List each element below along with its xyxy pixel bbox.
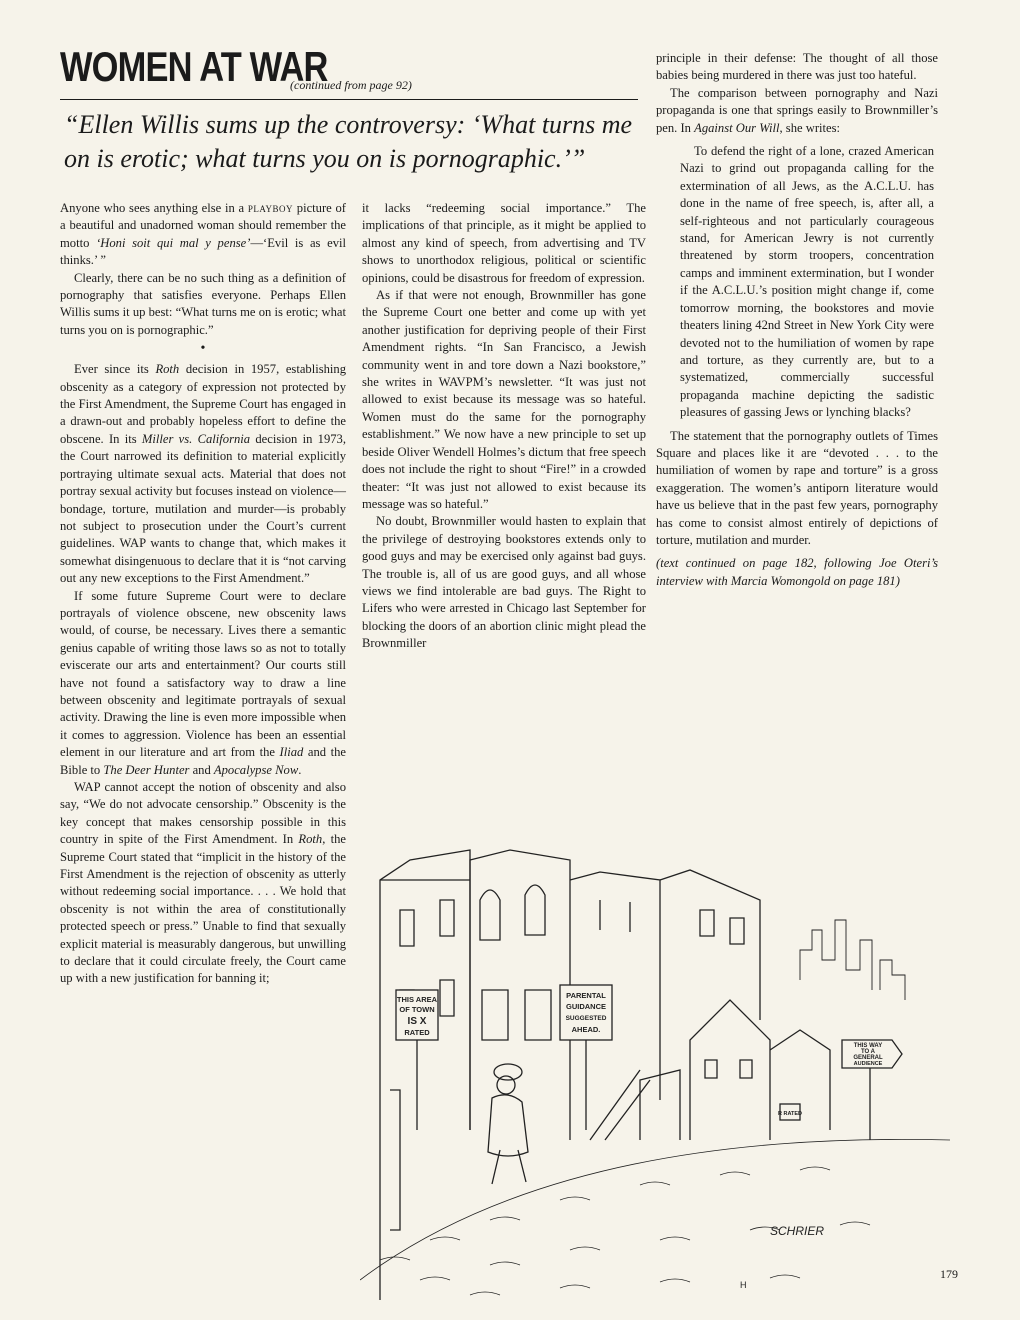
block-quote: To defend the right of a lone, crazed American Nazi to grind out propaganda calling for the extermination of all Jews, as the A.C.L.U. has done in the name of free speech, is, after all, a self-righteous and not particularly courageous stand, for American Jewry is not currently threatened by storm troopers, concentration camps and imminent extermination, but I wonder if the A.C.L.U.’s position might change if, come tomorrow morning, the bookstores and movie theaters lining 42nd Street in New York City were devoted not to the humiliation of women by rape and torture, as they currently are, but to a systematized, commercially successful propaganda machine depicting the sadistic pleasures of gassing Jews or lynching blacks?	[680, 144, 934, 420]
sign-text: RATED	[404, 1028, 430, 1037]
sign-text: PARENTAL	[566, 991, 606, 1000]
sign-text: SUGGESTED	[565, 1015, 607, 1022]
column-1	[60, 200, 346, 988]
artist-signature: SCHRIER	[770, 1224, 825, 1238]
article-title: WOMEN AT WAR	[60, 43, 328, 90]
continued-note: (continued from page 92)	[290, 78, 412, 92]
man-figure	[488, 1064, 528, 1184]
column-2	[362, 200, 646, 653]
sign-text: TO A	[860, 1049, 876, 1055]
cobblestone-street	[360, 1139, 950, 1295]
page-number: 179	[940, 1267, 958, 1281]
sign-text: AUDIENCE	[853, 1061, 883, 1067]
paragraph: WAP cannot accept the notion of obscenity and also say, “We do not advocate censorship.” Obscenity is the key concept that makes censorship possible in this country in spite of the First Amendment. In Roth, the Supreme Court stated that “implicit in the history of the First Amendment is the rejection of obscenity as utterly without redeeming social importance. . . . We hold that obscenity is not within the area of constitutionally protected speech or press.” Unable to find that sexually explicit material is measurably dangerous, but unwilling to declare that it could circulate freely, the Court came up with a new justification for banning it;	[60, 780, 346, 986]
sign-text: OF TOWN	[399, 1005, 435, 1014]
sign-text: AHEAD.	[571, 1025, 601, 1034]
title-rule	[60, 99, 638, 100]
paragraph: The comparison between pornography and Nazi propaganda is one that springs easily to Brownmiller’s pen. In Against Our Will, she writes:	[656, 85, 938, 135]
column-3	[656, 50, 938, 590]
sign-text: GENERAL	[853, 1055, 883, 1061]
paragraph: No doubt, Brownmiller would hasten to explain that the privilege of destroying bookstores extends only to good guys and may be exercised only against bad guys. The trouble is, all of us are good guys, and all whose views we find intolerable are bad guys. The Right to Lifers who were arrested in Chicago last September for blocking the doors of an abortion clinic might plead the Brownmiller	[362, 514, 646, 651]
paragraph: principle in their defense: The thought of all those babies being murdered in there was just too hateful.	[656, 51, 938, 83]
paragraph: If some future Supreme Court were to declare portrayals of violence obscene, new obscenity laws would, of course, be necessary. Lives there a semantic genius capable of writing those laws so as not to totally eviscerate our arts and entertainment? Our courts still have not found a satisfactory way to draw a line between obscenity and legitimate portrayals of sexual activity. Drawing the line is even more impossible when it comes to aggression. Violence has been an essential element in our literature and art from the Iliad and the Bible to The Deer Hunter and Apocalypse Now.	[60, 588, 346, 777]
section-divider: •	[200, 341, 206, 357]
paragraph: Ever since its Roth decision in 1957, establishing obscenity as a category of expression not protected by the First Amendment, the Supreme Court has engaged in a drawn-out and probably hopeless effort to define the obscene. In its Miller vs. California decision in 1973, the Court narrowed its definition to material explicitly portraying ultimate sexual acts. Material that does not portray sexual activity but focuses instead on violence—bondage, torture, mutilation and murder—is probably not subject to prosecution under the Court’s current guidelines. WAP wants to change that, which makes it somewhat disingenuous to declare that it is “not carving out any new exceptions to the First Amendment.”	[60, 362, 347, 586]
building-left	[380, 850, 470, 1300]
paragraph: The statement that the pornography outlets of Times Square and places like it are “devoted . . . to the humiliation of women by rape and torture” is a gross exaggeration. The women’s antiporn literature would have us believe that in the past few years, pornography has come to consist almost entirely of depictions of torture, mutilation and murder.	[656, 428, 938, 547]
paragraph: Anyone who sees anything else in a playboy picture of a beautiful and unadorned woman should remember the motto ‘Honi soit qui mal y pense’—‘Evil is as evil thinks.’ ”	[60, 201, 346, 268]
sign-text: IS X	[407, 1016, 427, 1027]
city-skyline	[800, 920, 905, 1000]
paragraph: it lacks “redeeming social importance.” The implications of that principle, as it might be applied to almost any kind of speech, from advertising and TV shows to unorthodox religious, political or scientific opinions, could be disastrous for freedom of expression.	[362, 201, 646, 285]
cartoon-illustration	[360, 840, 950, 1300]
continuation-note: (text continued on page 182, following Joe Oteri’s interview with Marcia Womongold on page 181)	[656, 556, 938, 588]
sign-text: THIS AREA	[396, 995, 438, 1004]
paragraph: As if that were not enough, Brownmiller has gone the Supreme Court one better and come up with yet another justification for depriving people of their First Amendment rights. “In San Francisco, a Jewish community went in and tore down a Nazi bookstore,” she writes in WAVPM’s newsletter. “It was just not allowed to exist because its message was so hateful. Women must do the same for the pornography establishment.” We now have a new principle to set up beside Oliver Wendell Holmes’s dictum that free speech does not include the right to shout “Fire!” in a crowded theater: “It was just not allowed to exist because its message was so hateful.”	[362, 288, 646, 511]
pull-quote: “Ellen Willis sums up the controversy: ‘What turns me on is erotic; what turns you on is pornographic.’”	[64, 110, 633, 173]
sign-text: THIS WAY	[853, 1043, 883, 1049]
sign-text: R RATED	[777, 1111, 803, 1117]
cartoon-mark: H	[740, 1280, 747, 1290]
sign-text: GUIDANCE	[565, 1002, 607, 1011]
paragraph: Clearly, there can be no such thing as a definition of pornography that satisfies everyone. Perhaps Ellen Willis sums it up best: “What turns me on is erotic; what turns you on is pornographic.”	[60, 270, 346, 337]
